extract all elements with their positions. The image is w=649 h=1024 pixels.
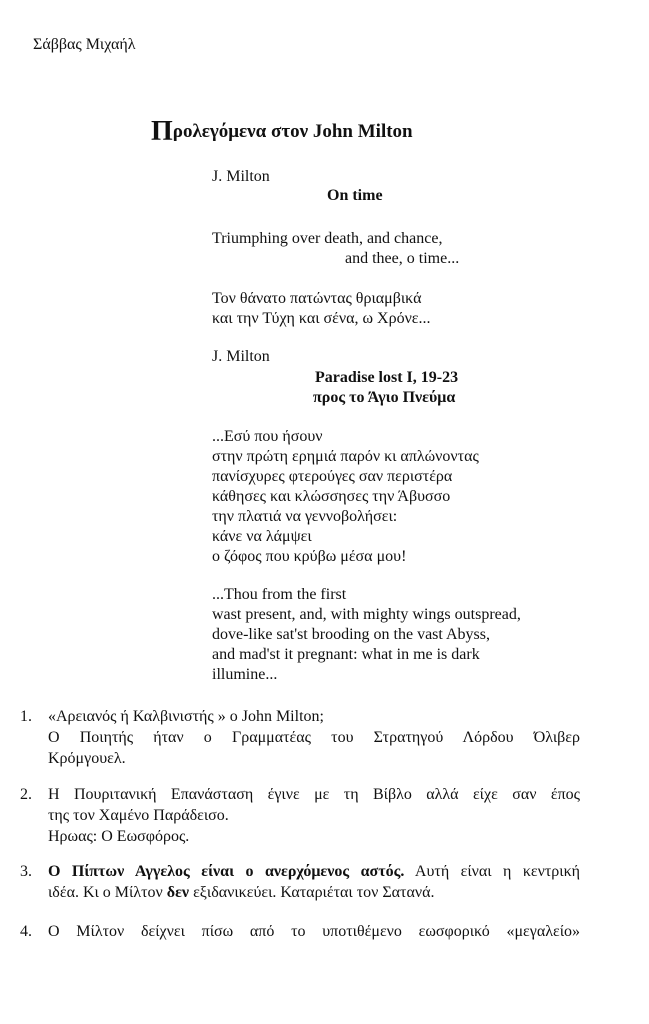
author-header: Σάββας Μιχαήλ (33, 36, 136, 53)
greek-verse-line: πανίσχυρες φτερούγες σαν περιστέρα (212, 468, 453, 485)
note-text: ιδέα. Κι ο Μίλτον (48, 884, 167, 901)
note-number: 2. (20, 786, 32, 803)
note-item-2 (20, 784, 580, 847)
greek-verse-line: την πλατιά να γεννοβολήσει: (212, 508, 398, 525)
note-line: της τον Χαμένο Παράδεισο. (48, 807, 229, 824)
note-line: Η Πουριτανική Επανάσταση έγινε με τη Βίβλο αλλά είχε σαν έπος (48, 786, 580, 803)
title-initial: Π (151, 116, 173, 147)
greek-verse-line: στην πρώτη ερημιά παρόν κι απλώνοντας (212, 448, 479, 465)
note-bold-text: δεν (166, 884, 190, 901)
section2-work-title: Paradise lost I, 19-23 (315, 369, 459, 386)
greek-verse-line: ο ζόφος που κρύβω μέσα μου! (212, 548, 407, 565)
section2-work-subtitle: προς το Άγιο Πνεύμα (313, 389, 456, 406)
section2-attribution: J. Milton (212, 348, 270, 365)
note-line: Κρόμγουελ. (48, 750, 126, 767)
english-verse-line: wast present, and, with mighty wings outspread, (212, 606, 521, 623)
section1-english-line-1: Triumphing over death, and chance, (212, 230, 443, 247)
note-line (48, 882, 580, 903)
note-number: 4. (20, 923, 32, 940)
english-verse-line: dove-like sat'st brooding on the vast Abyss, (212, 626, 490, 643)
english-verse-line: and mad'st it pregnant: what in me is dark (212, 646, 480, 663)
section1-greek-line-1: Τον θάνατο πατώντας θριαμβικά (212, 290, 422, 307)
section1-attribution: J. Milton (212, 168, 270, 185)
note-text: εξιδανικεύει. Καταριέται τον Σατανά. (189, 884, 435, 901)
note-item-1 (20, 706, 580, 769)
english-verse-line: illumine... (212, 666, 278, 683)
title-text: ρολεγόμενα στον John Milton (172, 121, 413, 142)
note-text: Αυτή είναι η κεντρική (404, 863, 581, 880)
note-item-4 (20, 921, 580, 942)
greek-verse-line: κάθησες και κλώσσησες την Άβυσσο (212, 488, 451, 505)
section1-work-title: On time (327, 187, 383, 204)
greek-verse-line: κάνε να λάμψει (212, 528, 312, 545)
note-number: 3. (20, 863, 32, 880)
english-verse-line: ...Thou from the first (212, 586, 347, 603)
section2-greek-verse (212, 427, 479, 567)
greek-verse-line: ...Εσύ που ήσουν (212, 428, 323, 445)
note-line: Ηρωας: Ο Εωσφόρος. (48, 828, 190, 845)
note-line: Ο Μίλτον δείχνει πίσω από το υποτιθέμενο εωσφορικό «μεγαλείο» (48, 923, 580, 940)
section1-greek-line-2: και την Τύχη και σένα, ω Χρόνε... (212, 310, 431, 327)
page-title (151, 118, 413, 146)
note-line: Ο Ποιητής ήταν ο Γραμματέας του Στρατηγού Λόρδου Όλιβερ (48, 729, 580, 746)
note-item-3 (20, 861, 580, 903)
section1-english-line-2: and thee, o time... (345, 250, 460, 267)
note-bold-text: Ο Πίπτων Αγγελος είναι ο ανερχόμενος αστός. (48, 863, 405, 880)
note-line (48, 861, 580, 882)
note-number: 1. (20, 708, 32, 725)
section2-english-verse (212, 585, 521, 685)
note-line: «Αρειανός ή Καλβινιστής » ο John Milton; (48, 708, 324, 725)
